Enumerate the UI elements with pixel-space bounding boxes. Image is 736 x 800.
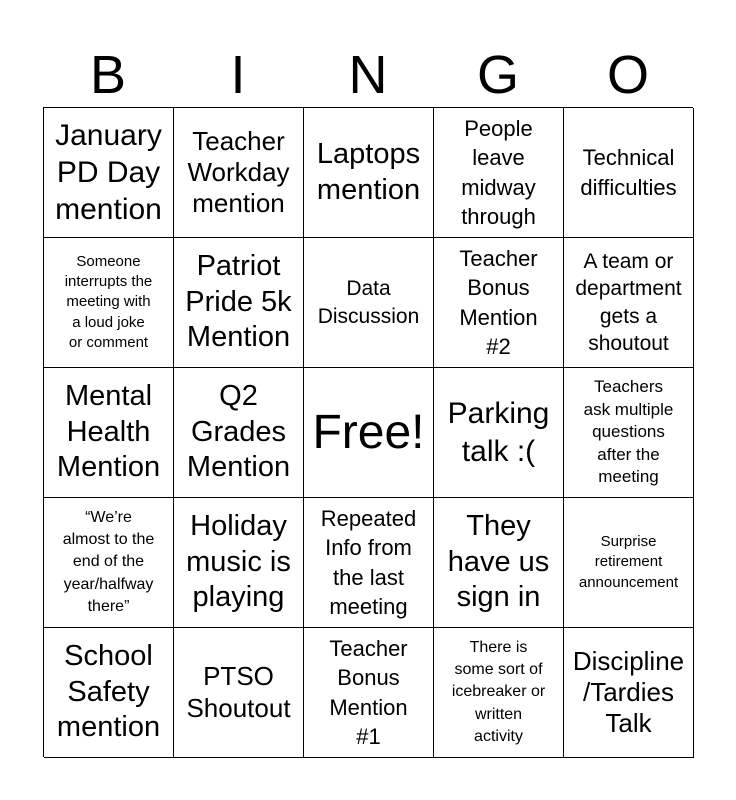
bingo-cell-r2c4[interactable] [434, 238, 564, 368]
bingo-cell-free[interactable] [304, 368, 434, 498]
bingo-cell-r1c5[interactable] [564, 108, 694, 238]
cell-text: January PD Day mention [55, 118, 162, 227]
cell-text: Q2 Grades Mention [186, 380, 291, 484]
bingo-header [43, 44, 693, 106]
cell-text: Someone interrupts the meeting with a loud joke or comment [64, 252, 153, 351]
bingo-board [43, 107, 693, 757]
bingo-cell-r2c3[interactable] [304, 238, 434, 368]
cell-text: “We’re almost to the end of the year/halfway there” [62, 508, 155, 616]
cell-text: Discipline /Tardies Talk [572, 645, 685, 739]
cell-text: There is some sort of icebreaker or written activity [451, 638, 546, 746]
bingo-cell-r4c5[interactable] [564, 498, 694, 628]
cell-text: They have us sign in [447, 510, 550, 614]
bingo-cell-r3c1[interactable] [44, 368, 174, 498]
cell-text: Free! [312, 405, 425, 459]
bingo-cell-r1c4[interactable] [434, 108, 564, 238]
cell-text: Data Discussion [317, 277, 420, 328]
cell-text: Teachers ask multiple questions after the meeting [583, 376, 674, 487]
cell-text: Laptops mention [316, 137, 421, 206]
bingo-cell-r5c1[interactable] [44, 628, 174, 758]
bingo-cell-r5c3[interactable] [304, 628, 434, 758]
header-letter-n: N [348, 45, 388, 105]
bingo-cell-r1c1[interactable] [44, 108, 174, 238]
header-letter-o: O [606, 45, 649, 105]
bingo-cell-r5c5[interactable] [564, 628, 694, 758]
bingo-cell-r4c4[interactable] [434, 498, 564, 628]
cell-text: Teacher Workday mention [187, 125, 290, 219]
header-letter-g: G [476, 45, 519, 105]
bingo-cell-r4c2[interactable] [174, 498, 304, 628]
cell-text: School Safety mention [56, 640, 161, 744]
cell-text: Patriot Pride 5k Mention [185, 250, 292, 354]
bingo-cell-r2c2[interactable] [174, 238, 304, 368]
bingo-cell-r2c1[interactable] [44, 238, 174, 368]
header-letter-i: I [230, 45, 246, 105]
bingo-cell-r1c2[interactable] [174, 108, 304, 238]
header-letter-b: B [89, 45, 127, 105]
cell-text: Surprise retirement announcement [578, 533, 679, 591]
cell-text: Teacher Bonus Mention #2 [459, 246, 538, 359]
bingo-cell-r2c5[interactable] [564, 238, 694, 368]
bingo-cell-r3c2[interactable] [174, 368, 304, 498]
cell-text: People leave midway through [461, 116, 536, 229]
cell-text: Holiday music is playing [186, 510, 291, 614]
cell-text: PTSO Shoutout [186, 661, 291, 723]
cell-text: Teacher Bonus Mention #1 [329, 636, 408, 749]
cell-text: A team or department gets a shoutout [575, 249, 682, 355]
bingo-cell-r1c3[interactable] [304, 108, 434, 238]
bingo-cell-r5c2[interactable] [174, 628, 304, 758]
bingo-cell-r5c4[interactable] [434, 628, 564, 758]
bingo-cell-r3c4[interactable] [434, 368, 564, 498]
bingo-cell-r3c5[interactable] [564, 368, 694, 498]
bingo-cell-r4c3[interactable] [304, 498, 434, 628]
cell-text: Mental Health Mention [56, 380, 161, 484]
cell-text: Repeated Info from the last meeting [320, 506, 417, 619]
bingo-cell-r4c1[interactable] [44, 498, 174, 628]
cell-text: Technical difficulties [580, 145, 677, 200]
cell-text: Parking talk :( [447, 397, 550, 468]
